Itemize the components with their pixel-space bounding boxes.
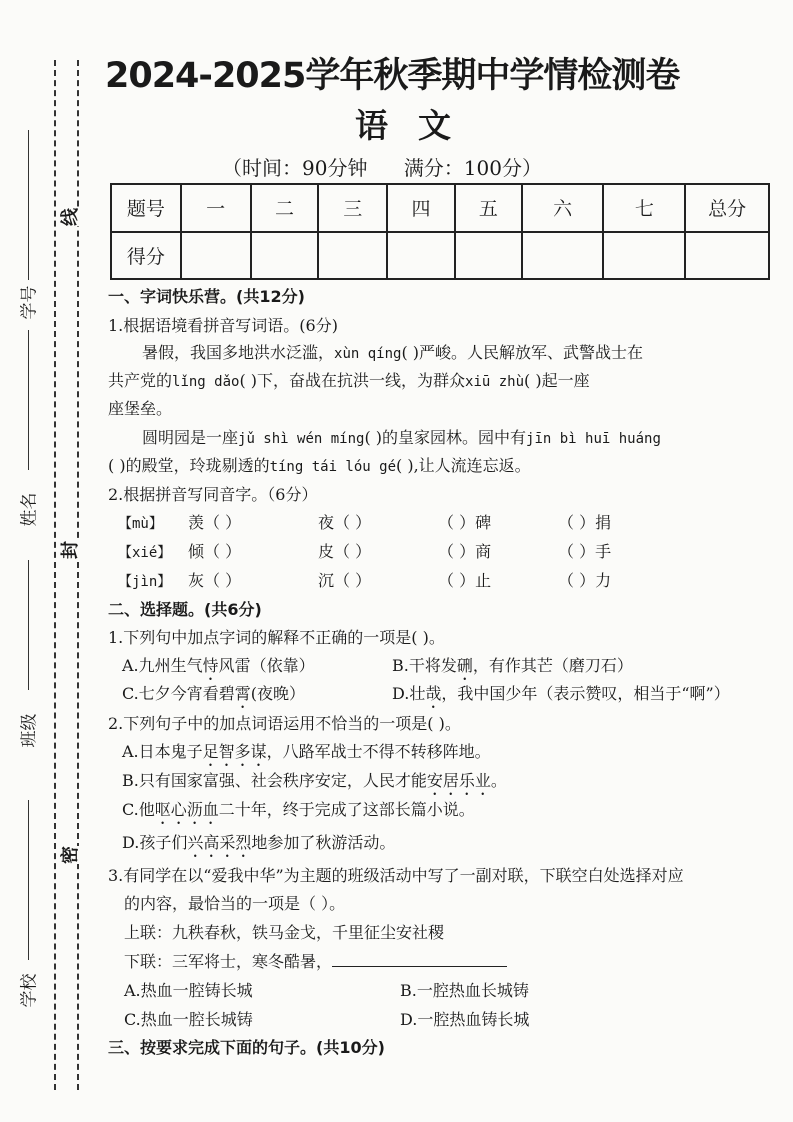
s2-q2-option-d[interactable] bbox=[122, 832, 395, 861]
s2-q1-option-c[interactable] bbox=[122, 683, 305, 712]
homophone-item[interactable]: 倾（ ） bbox=[188, 542, 242, 561]
homophone-item[interactable]: 灰（ ） bbox=[188, 571, 242, 590]
text: (夜晚） bbox=[250, 684, 306, 703]
header-cell: 一 bbox=[181, 184, 251, 232]
text: C.他 bbox=[122, 800, 155, 819]
homophone-row bbox=[118, 570, 611, 593]
exam-full-score: 满分：100分） bbox=[403, 156, 542, 180]
pinyin: 【mù】 bbox=[118, 516, 163, 532]
homophone-item[interactable]: （ ）商 bbox=[438, 542, 492, 561]
text: 。 bbox=[490, 771, 507, 790]
class-field[interactable] bbox=[28, 560, 29, 690]
homophone-item[interactable]: 羡（ ） bbox=[188, 513, 242, 532]
answer-blank-text[interactable]: ( )的殿堂，玲珑剔透的 bbox=[108, 456, 270, 475]
score-cell[interactable] bbox=[455, 232, 522, 280]
text: 共产党的 bbox=[108, 371, 173, 390]
exam-title: 2024-2025学年秋季期中学情检测卷 bbox=[105, 56, 680, 96]
score-cell[interactable] bbox=[387, 232, 455, 280]
s1-q1-line1 bbox=[142, 342, 643, 365]
pinyin: lǐng dǎo bbox=[172, 374, 240, 390]
seal-char-seal: 封 bbox=[56, 541, 82, 559]
seal-char-line: 线 bbox=[56, 208, 82, 226]
s2-q3-option-c[interactable]: C.热血一腔长城铸 bbox=[124, 1010, 253, 1029]
text: 二十年，终于完成了这部长篇小说。 bbox=[218, 800, 475, 819]
text: ，我中国少年（表示赞叹，相当于“啊”） bbox=[441, 684, 730, 703]
school-label: 学校 bbox=[19, 973, 40, 1008]
score-table bbox=[110, 183, 770, 280]
header-cell: 四 bbox=[387, 184, 455, 232]
homophone-item[interactable]: 夜（ ） bbox=[318, 513, 372, 532]
name-field[interactable] bbox=[28, 330, 29, 470]
header-cell: 二 bbox=[251, 184, 319, 232]
dotted-word: 足智多谋 bbox=[202, 742, 267, 761]
header-cell: 六 bbox=[522, 184, 604, 232]
answer-blank-text[interactable]: ( )下，奋战在抗洪一线，为群众 bbox=[239, 371, 466, 390]
s2-q1-title: 1.下列句中加点字词的解释不正确的一项是( )。 bbox=[108, 628, 445, 647]
homophone-item[interactable]: （ ）止 bbox=[438, 571, 492, 590]
class-label: 班级 bbox=[19, 713, 40, 748]
s2-q1-option-d[interactable] bbox=[392, 683, 730, 712]
s2-q3-option-b[interactable]: B.一腔热血长城铸 bbox=[400, 981, 529, 1000]
dotted-word: 安居乐业 bbox=[426, 771, 491, 790]
homophone-item[interactable]: （ ）碑 bbox=[438, 513, 492, 532]
answer-blank-text[interactable]: ( )严峻。人民解放军、武警战士在 bbox=[401, 343, 644, 362]
s2-q2-option-a[interactable] bbox=[122, 741, 491, 770]
score-cell[interactable] bbox=[318, 232, 387, 280]
answer-blank-text[interactable]: ( )的皇家园林。园中有 bbox=[364, 428, 527, 447]
text: B.干将发 bbox=[392, 656, 457, 675]
dotted-word: 硎 bbox=[456, 656, 473, 675]
pinyin: 【jìn】 bbox=[118, 574, 172, 590]
s1-q2-title: 2.根据拼音写同音字。（6分） bbox=[108, 485, 318, 504]
student-id-field[interactable] bbox=[28, 130, 29, 280]
s1-q1-line4 bbox=[142, 427, 661, 450]
header-cell: 总分 bbox=[685, 184, 769, 232]
text: ，八路军战士不得不转移阵地。 bbox=[266, 742, 491, 761]
header-cell: 题号 bbox=[111, 184, 181, 232]
section-1-heading: 一、字词快乐营。(共12分) bbox=[108, 287, 305, 306]
exam-meta bbox=[222, 152, 572, 181]
text: 风雷（依靠） bbox=[218, 656, 315, 675]
dotted-word: 恃 bbox=[202, 656, 219, 675]
s2-q3-option-d[interactable]: D.一腔热血铸长城 bbox=[400, 1010, 530, 1029]
score-table-header-row bbox=[111, 184, 769, 232]
seal-char-secret: 密 bbox=[56, 846, 82, 864]
header-cell: 五 bbox=[455, 184, 522, 232]
couplet-answer-blank[interactable] bbox=[332, 952, 507, 967]
dotted-word: 霄 bbox=[234, 684, 251, 703]
pinyin: jīn bì huī huáng bbox=[526, 431, 661, 447]
text: D.壮 bbox=[392, 684, 426, 703]
student-id-label: 学号 bbox=[19, 285, 40, 320]
text: C.七夕今宵看碧 bbox=[122, 684, 235, 703]
homophone-row bbox=[118, 512, 611, 535]
pinyin: 【xié】 bbox=[118, 545, 172, 561]
score-row-label: 得分 bbox=[111, 232, 181, 280]
text: D.孩子们 bbox=[122, 833, 188, 852]
section-2-heading: 二、选择题。(共6分) bbox=[108, 600, 262, 619]
score-cell[interactable] bbox=[181, 232, 251, 280]
pinyin: tíng tái lóu gé bbox=[269, 459, 397, 475]
s1-q1-title: 1.根据语境看拼音写词语。(6分) bbox=[108, 316, 338, 335]
score-cell[interactable] bbox=[522, 232, 604, 280]
exam-subject: 语文 bbox=[355, 106, 481, 145]
s2-q3-title-line1: 3.有同学在以“爱我中华”为主题的班级活动中写了一副对联，下联空白处选择对应 bbox=[108, 866, 684, 885]
score-table-score-row bbox=[111, 232, 769, 280]
s2-q2-option-c[interactable] bbox=[122, 799, 475, 828]
answer-blank-text[interactable]: ( )起一座 bbox=[524, 371, 590, 390]
text: ，有作其芒（磨刀石） bbox=[472, 656, 633, 675]
homophone-item[interactable]: （ ）捐 bbox=[558, 513, 612, 532]
score-cell[interactable] bbox=[603, 232, 685, 280]
text: A.九州生气 bbox=[122, 656, 203, 675]
text: 地参加了秋游活动。 bbox=[251, 833, 396, 852]
couplet-upper: 上联：九秩春秋，铁马金戈，千里征尘安社稷 bbox=[124, 923, 445, 942]
name-label: 姓名 bbox=[19, 492, 40, 527]
homophone-item[interactable]: 沉（ ） bbox=[318, 571, 372, 590]
dotted-word: 兴高采烈 bbox=[187, 833, 252, 852]
dotted-word: 呕心沥血 bbox=[154, 800, 219, 819]
s2-q3-option-a[interactable]: A.热血一腔铸长城 bbox=[124, 981, 253, 1000]
score-cell[interactable] bbox=[685, 232, 769, 280]
text: B.只有国家富强、社会秩序安定，人民才能 bbox=[122, 771, 427, 790]
pinyin: jǔ shì wén míng bbox=[238, 431, 365, 447]
s2-q2-title: 2.下列句子中的加点词语运用不恰当的一项是( )。 bbox=[108, 714, 461, 733]
header-cell: 七 bbox=[603, 184, 685, 232]
text: 下联：三军将士，寒冬酷暑， bbox=[124, 952, 333, 971]
s2-q3-title-line2: 的内容，最恰当的一项是（ ）。 bbox=[124, 894, 346, 913]
s2-q1-option-a[interactable] bbox=[122, 655, 315, 684]
homophone-row bbox=[118, 541, 611, 564]
pinyin: xùn qíng bbox=[334, 346, 402, 362]
text: 圆明园是一座 bbox=[142, 428, 239, 447]
homophone-item[interactable]: （ ）力 bbox=[558, 571, 612, 590]
couplet-lower bbox=[124, 951, 507, 973]
pinyin: xiū zhù bbox=[465, 374, 525, 390]
s1-q1-line5 bbox=[108, 455, 531, 478]
dotted-word: 哉 bbox=[425, 684, 442, 703]
s2-q2-option-b[interactable] bbox=[122, 770, 507, 799]
homophone-item[interactable]: （ ）手 bbox=[558, 542, 612, 561]
s1-q1-line3: 座堡垒。 bbox=[108, 399, 173, 418]
exam-time: （时间：90分钟 bbox=[222, 156, 368, 180]
s2-q1-option-b[interactable] bbox=[392, 655, 633, 684]
s1-q1-line2 bbox=[108, 370, 590, 393]
score-cell[interactable] bbox=[251, 232, 319, 280]
homophone-item[interactable]: 皮（ ） bbox=[318, 542, 372, 561]
section-3-heading: 三、按要求完成下面的句子。(共10分) bbox=[108, 1038, 385, 1057]
answer-blank-text[interactable]: ( ),让人流连忘返。 bbox=[396, 456, 531, 475]
header-cell: 三 bbox=[318, 184, 387, 232]
text: A.日本鬼子 bbox=[122, 742, 203, 761]
text: 暑假，我国多地洪水泛滥， bbox=[142, 343, 335, 362]
school-field[interactable] bbox=[28, 800, 29, 960]
